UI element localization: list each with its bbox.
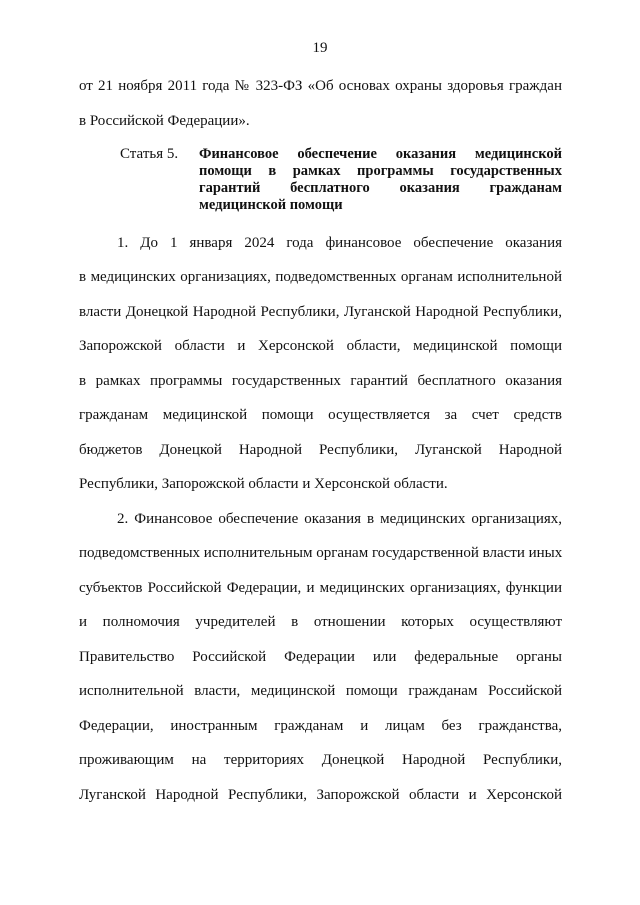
- paragraph-2-line: исполнительной власти, медицинской помощи гражданам Российской: [79, 683, 562, 699]
- paragraph-2-line: Луганской Народной Республики, Запорожской области и Херсонской: [79, 787, 562, 803]
- paragraph-1-line: в медицинских организациях, подведомственных органам исполнительной: [79, 269, 562, 285]
- paragraph-2-line: Федерации, иностранным гражданам и лицам без гражданства,: [79, 718, 562, 734]
- paragraph-1-line: Республики, Запорожской области и Херсонской области.: [79, 476, 448, 492]
- article-title-line: гарантий бесплатного оказания гражданам: [199, 180, 562, 196]
- paragraph-1-line: гражданам медицинской помощи осуществляется за счет средств: [79, 407, 562, 423]
- paragraph-1-line: 1. До 1 января 2024 года финансовое обеспечение оказания: [117, 235, 562, 251]
- paragraph-2-line: и полномочия учредителей в отношении которых осуществляют: [79, 614, 562, 630]
- paragraph-2-line: 2. Финансовое обеспечение оказания в медицинских организациях,: [117, 511, 562, 527]
- article-title-line: Финансовое обеспечение оказания медицинской: [199, 146, 562, 162]
- paragraph-2-line: субъектов Российской Федерации, и медицинских организациях, функции: [79, 580, 562, 596]
- paragraph-1-line: бюджетов Донецкой Народной Республики, Луганской Народной: [79, 442, 562, 458]
- paragraph-1-line: Запорожской области и Херсонской области, медицинской помощи: [79, 338, 562, 354]
- article-title-line: медицинской помощи: [199, 197, 343, 213]
- intro-line: от 21 ноября 2011 года № 323-ФЗ «Об основах охраны здоровья граждан: [79, 78, 562, 94]
- paragraph-2-line: подведомственных исполнительным органам государственной власти иных: [79, 545, 563, 561]
- article-label: Статья 5.: [120, 146, 179, 162]
- intro-line: в Российской Федерации».: [79, 113, 250, 129]
- paragraph-2-line: Правительство Российской Федерации или федеральные органы: [79, 649, 562, 665]
- paragraph-2-line: проживающим на территориях Донецкой Народной Республики,: [79, 752, 562, 768]
- article-title-line: помощи в рамках программы государственных: [199, 163, 562, 179]
- paragraph-1-line: власти Донецкой Народной Республики, Луганской Народной Республики,: [79, 304, 562, 320]
- paragraph-1-line: в рамках программы государственных гарантий бесплатного оказания: [79, 373, 562, 389]
- page-number: 19: [312, 40, 328, 56]
